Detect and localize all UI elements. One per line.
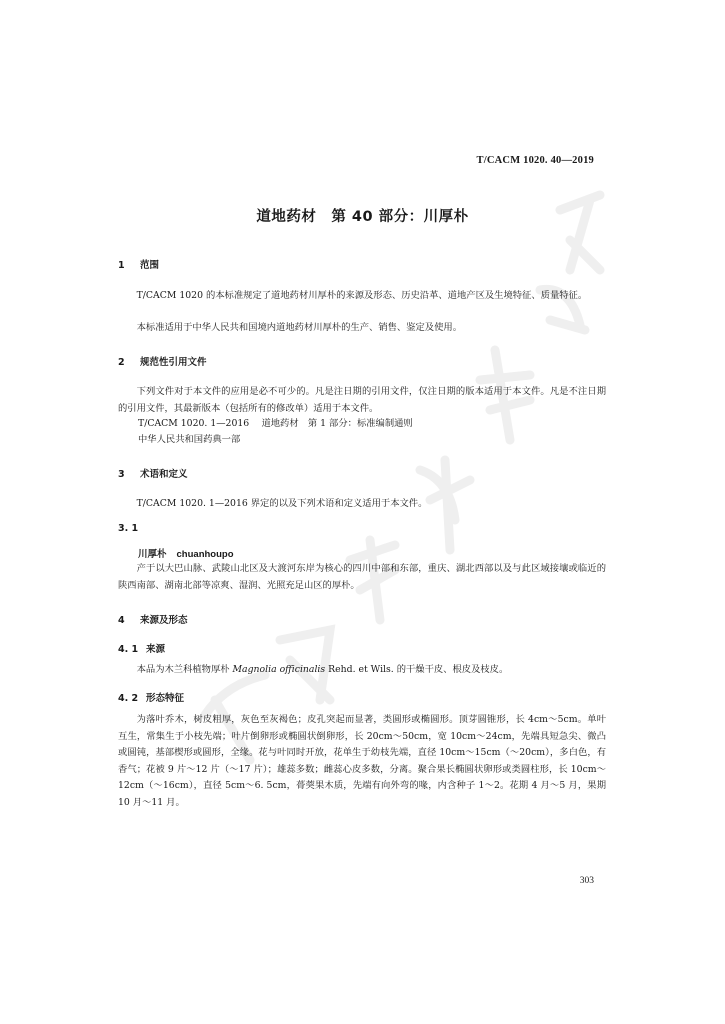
term-entry xyxy=(138,546,234,560)
reference-item-2: 中华人民共和国药典一部 xyxy=(138,434,241,445)
section-number: 4 xyxy=(118,615,125,626)
latin-name: Magnolia officinalis xyxy=(232,664,326,675)
section-title: 来源及形态 xyxy=(140,615,188,626)
subsection-number: 4. 1 xyxy=(118,644,139,655)
standard-code: T/CACM 1020. 40—2019 xyxy=(476,155,594,166)
subsection-4-1-heading xyxy=(118,641,165,655)
normative-references-paragraph: 下列文件对于本文件的应用是必不可少的。凡是注日期的引用文件，仅注日期的版本适用于本文件。凡是不注日期的引用文件，其最新版本（包括所有的修改单）适用于本文件。 xyxy=(118,386,606,414)
section-1-heading xyxy=(118,257,159,271)
page-number: 303 xyxy=(579,876,594,886)
term-number: 3. 1 xyxy=(118,523,139,534)
terms-paragraph: T/CACM 1020. 1—2016 界定的以及下列术语和定义适用于本文件。 xyxy=(136,498,428,509)
section-number: 3 xyxy=(118,469,125,480)
source-text-post: Rehd. et Wils. 的干燥干皮、根皮及枝皮。 xyxy=(325,664,509,675)
subsection-title: 来源 xyxy=(146,644,166,655)
scope-paragraph-1: T/CACM 1020 的本标准规定了道地药材川厚朴的来源及形态、历史沿革、道地产区及生境特征、质量特征。 xyxy=(136,290,588,301)
section-number: 2 xyxy=(118,357,125,368)
section-number: 1 xyxy=(118,260,125,271)
section-2-heading xyxy=(118,354,207,368)
section-title: 范围 xyxy=(140,260,160,271)
document-title: 道地药材 第 40 部分：川厚朴 xyxy=(256,209,469,225)
morphology-paragraph: 为落叶乔木，树皮粗厚，灰色至灰褐色；皮孔突起而显著，类圆形或椭圆形。顶芽圆锥形，长 4cm～5cm。单叶互生，常集生于小枝先端；叶片倒卵形或椭圆状倒卵形，长 20cm～50cm，宽 10cm～24cm，先端具短急尖、微凸或圆钝，基部楔形或圆形，全缘。花与叶同时开放，花单生于幼枝先端，直径 10cm～15cm（～20cm），多白色，有香气；花被 9 片～12 片（～17 片）；雄蕊多数；雌蕊心皮多数，分离。聚合果长椭圆状卵形或类圆柱形，长 10cm～12cm（～16cm），直径 5cm～6. 5cm，蓇葖果木质，先端有向外弯的喙，内含种子 1～2。花期 4 月～5 月，果期 10 月～11 月。 xyxy=(118,714,606,808)
section-3-heading xyxy=(118,466,188,480)
term-chinese: 川厚朴 xyxy=(138,549,167,560)
subsection-title: 形态特征 xyxy=(146,693,185,704)
reference-item-1: T/CACM 1020. 1—2016 道地药材 第 1 部分：标准编制通则 xyxy=(138,418,413,429)
source-paragraph xyxy=(118,662,606,679)
source-text-pre: 本品为木兰科植物厚朴 xyxy=(136,664,233,675)
term-definition: 产于以大巴山脉、武陵山北区及大渡河东岸为核心的四川中部和东部，重庆、湖北西部以及与此区域接壤或临近的陕西南部、湖南北部等凉爽、湿润、光照充足山区的厚朴。 xyxy=(118,563,606,591)
subsection-4-2-heading xyxy=(118,690,184,704)
scope-paragraph-2: 本标准适用于中华人民共和国境内道地药材川厚朴的生产、销售、鉴定及使用。 xyxy=(136,322,462,333)
section-title: 规范性引用文件 xyxy=(140,357,207,368)
section-title: 术语和定义 xyxy=(140,469,188,480)
subsection-number: 4. 2 xyxy=(118,693,139,704)
term-english: chuanhoupo xyxy=(176,549,234,560)
section-4-heading xyxy=(118,612,188,626)
